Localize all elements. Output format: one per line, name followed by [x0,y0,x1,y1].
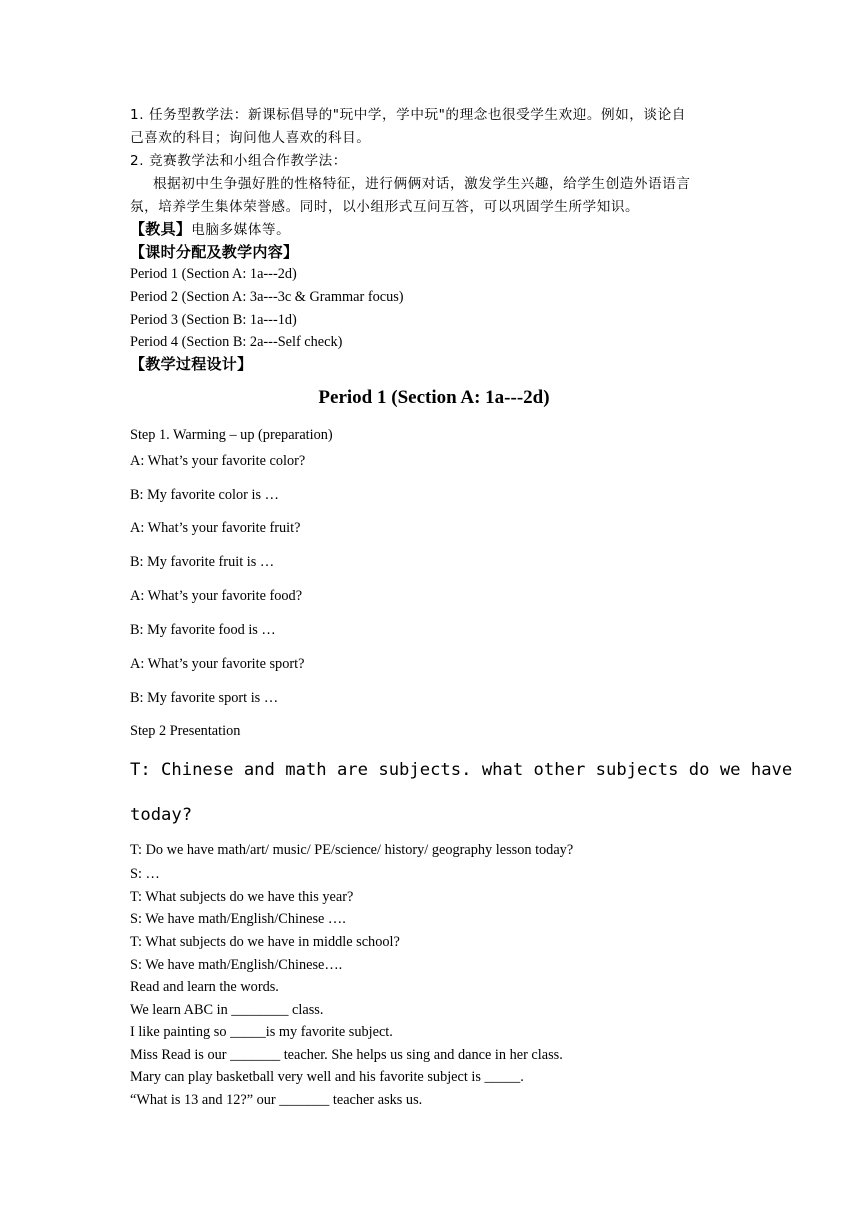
step-2-line: T: What subjects do we have this year? [130,889,354,905]
dialog-line: A: What’s your favorite sport? [130,656,305,672]
periods-heading: 【课时分配及教学内容】 [130,243,299,261]
step-2-line: Miss Read is our _______ teacher. She helps us sing and dance in her class. [130,1047,563,1063]
period-item: Period 4 (Section B: 2a---Self check) [130,334,343,350]
step-2-line: S: We have math/English/Chinese…. [130,957,343,973]
step-2-line: T: What subjects do we have in middle school? [130,934,400,950]
step-2-line: S: We have math/English/Chinese …. [130,911,346,927]
process-heading: 【教学过程设计】 [130,355,253,373]
period-title: Period 1 (Section A: 1a---2d) [318,387,550,408]
step-2-line: We learn ABC in ________ class. [130,1002,324,1018]
question-line-2: today? [130,805,193,825]
step-2-line: Mary can play basketball very well and his favorite subject is _____. [130,1069,524,1085]
dialog-line: A: What’s your favorite food? [130,588,303,604]
period-item: Period 3 (Section B: 1a---1d) [130,312,297,328]
dialog-line: A: What’s your favorite color? [130,453,306,469]
method-1-line-1: 1. 任务型教学法：新课标倡导的"玩中学，学中玩"的理念也很受学生欢迎。例如，谈论自 [130,107,686,123]
method-2: 2. 竞赛教学法和小组合作教学法： [130,153,347,169]
step-1-title: Step 1. Warming – up (preparation) [130,427,333,443]
step-2-line: S: … [130,866,160,882]
period-item: Period 1 (Section A: 1a---2d) [130,266,297,282]
question-line-1: T: Chinese and math are subjects. what other subjects do we have [130,760,793,780]
tools-line [130,219,290,240]
method-paragraph-line-1: 根据初中生争强好胜的性格特征，进行俩俩对话，激发学生兴趣，给学生创造外语语言 [153,176,691,192]
step-2-line: T: Do we have math/art/ music/ PE/science/ history/ geography lesson today? [130,842,574,858]
tools-heading: 【教具】 [130,220,192,238]
method-paragraph-line-2: 氛，培养学生集体荣誉感。同时，以小组形式互问互答，可以巩固学生所学知识。 [130,199,640,215]
dialog-line: B: My favorite fruit is … [130,554,275,570]
step-2-title: Step 2 Presentation [130,723,241,739]
step-2-line: “What is 13 and 12?” our _______ teacher asks us. [130,1092,423,1108]
dialog-line: B: My favorite sport is … [130,690,279,706]
step-2-line: I like painting so _____is my favorite subject. [130,1024,393,1040]
dialog-line: B: My favorite food is … [130,622,276,638]
method-1-line-2: 己喜欢的科目；询问他人喜欢的科目。 [130,130,371,146]
period-item: Period 2 (Section A: 3a---3c & Grammar focus) [130,289,404,305]
step-2-line: Read and learn the words. [130,979,279,995]
dialog-line: B: My favorite color is … [130,487,279,503]
tools-text: 电脑多媒体等。 [191,222,291,238]
dialog-line: A: What’s your favorite fruit? [130,520,301,536]
